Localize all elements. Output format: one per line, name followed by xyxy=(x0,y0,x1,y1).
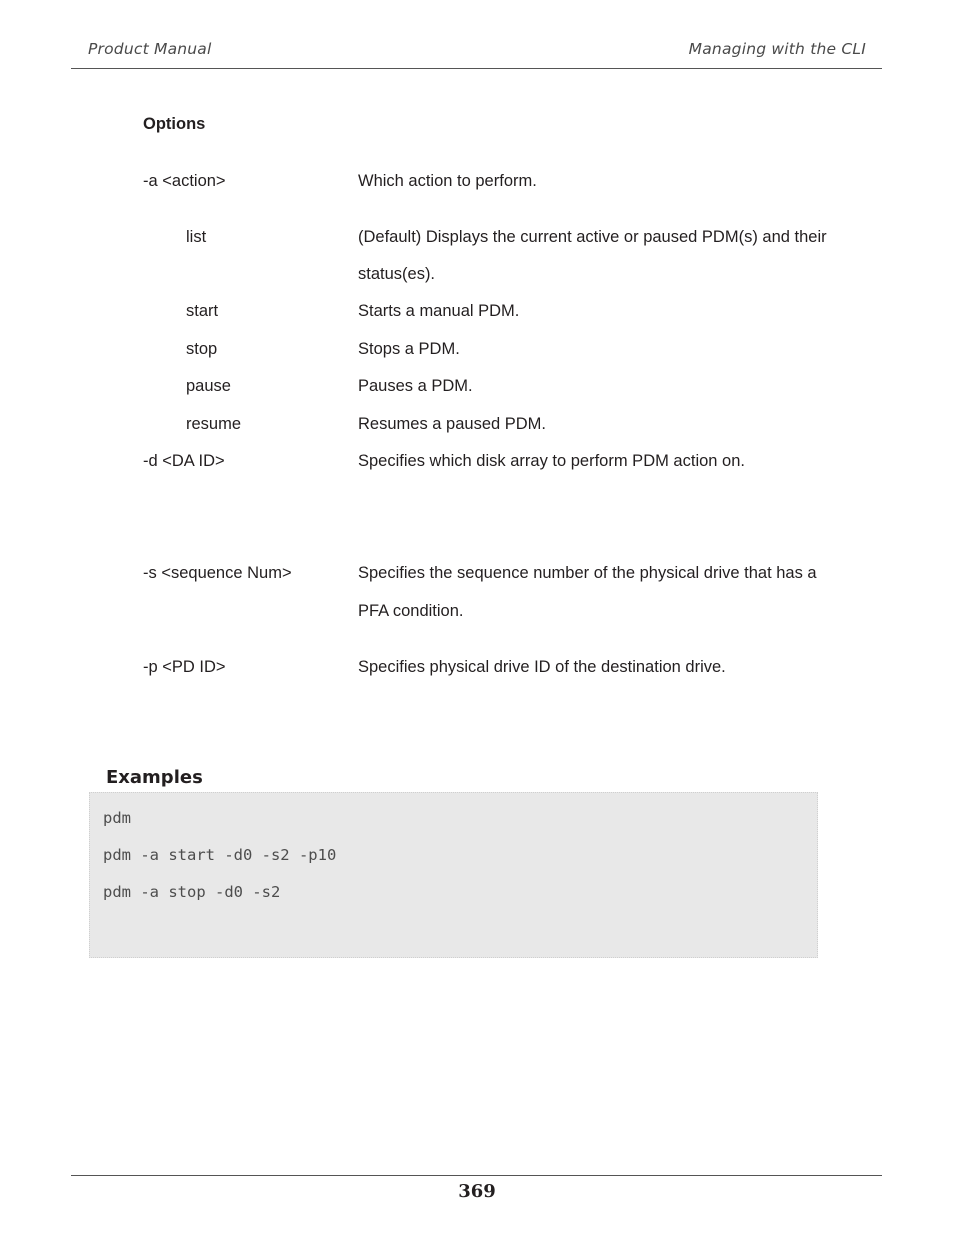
option-desc-start: Starts a manual PDM. xyxy=(358,302,520,320)
code-line: pdm -a start -d0 -s2 -p10 xyxy=(103,846,337,864)
option-desc-sequence-line2: PFA condition. xyxy=(358,602,464,620)
examples-heading: Examples xyxy=(106,767,203,788)
option-term-action: -a <action> xyxy=(143,172,226,190)
option-term-list: list xyxy=(186,228,207,246)
option-desc-disk-array: Specifies which disk array to perform PDM action on. xyxy=(358,452,745,470)
header-section-title: Managing with the CLI xyxy=(688,40,866,58)
header-product-manual: Product Manual xyxy=(88,40,212,58)
option-desc-sequence-line1: Specifies the sequence number of the physical drive that has a xyxy=(358,564,817,582)
option-term-stop: stop xyxy=(186,340,218,358)
option-term-sequence: -s <sequence Num> xyxy=(143,564,292,582)
header-rule xyxy=(71,68,882,69)
option-desc-physical-drive: Specifies physical drive ID of the destination drive. xyxy=(358,658,726,676)
options-heading: Options xyxy=(143,115,206,133)
page-number: 369 xyxy=(458,1181,496,1202)
option-term-start: start xyxy=(186,302,219,320)
footer-rule xyxy=(71,1175,882,1176)
code-line: pdm xyxy=(103,809,131,827)
option-desc-action: Which action to perform. xyxy=(358,172,537,190)
option-term-physical-drive: -p <PD ID> xyxy=(143,658,226,676)
option-term-disk-array: -d <DA ID> xyxy=(143,452,225,470)
option-term-pause: pause xyxy=(186,377,231,395)
code-line: pdm -a stop -d0 -s2 xyxy=(103,883,281,901)
examples-code-block xyxy=(89,792,818,958)
option-desc-pause: Pauses a PDM. xyxy=(358,377,473,395)
option-desc-list-line2: status(es). xyxy=(358,265,436,283)
option-desc-resume: Resumes a paused PDM. xyxy=(358,415,547,433)
option-desc-list-line1: (Default) Displays the current active or paused PDM(s) and their xyxy=(358,228,827,246)
option-desc-stop: Stops a PDM. xyxy=(358,340,460,358)
option-term-resume: resume xyxy=(186,415,242,433)
